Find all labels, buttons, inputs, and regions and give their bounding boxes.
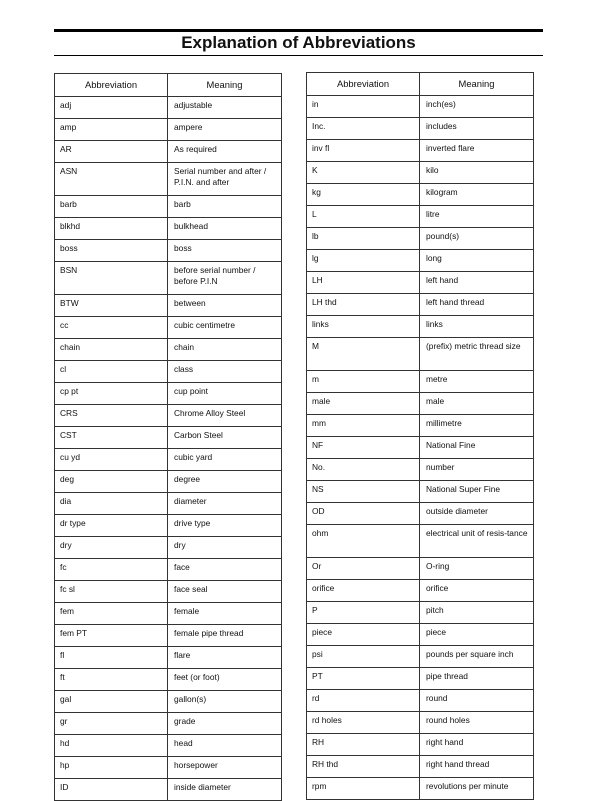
meaning-cell: feet (or foot) bbox=[168, 669, 282, 691]
table-row bbox=[55, 427, 282, 449]
meaning-cell: round holes bbox=[420, 712, 534, 734]
abbreviation-cell: P bbox=[307, 602, 420, 624]
meaning-cell: head bbox=[168, 735, 282, 757]
meaning-cell: inside diameter bbox=[168, 779, 282, 801]
abbreviation-cell: AR bbox=[55, 141, 168, 163]
abbreviation-cell: deg bbox=[55, 471, 168, 493]
meaning-cell: millimetre bbox=[420, 415, 534, 437]
abbreviation-cell: dry bbox=[55, 537, 168, 559]
column-header-abbreviation: Abbreviation bbox=[307, 73, 420, 96]
table-row bbox=[55, 515, 282, 537]
meaning-cell: grade bbox=[168, 713, 282, 735]
table-row bbox=[55, 218, 282, 240]
column-header-abbreviation: Abbreviation bbox=[55, 74, 168, 97]
meaning-cell: drive type bbox=[168, 515, 282, 537]
table-row bbox=[55, 141, 282, 163]
meaning-cell: ampere bbox=[168, 119, 282, 141]
meaning-cell: class bbox=[168, 361, 282, 383]
table-row bbox=[307, 228, 534, 250]
meaning-cell: between bbox=[168, 295, 282, 317]
table-row bbox=[307, 558, 534, 580]
table-row bbox=[55, 405, 282, 427]
table-row bbox=[307, 503, 534, 525]
table-row bbox=[307, 393, 534, 415]
table-row bbox=[307, 415, 534, 437]
meaning-cell: right hand thread bbox=[420, 756, 534, 778]
abbreviation-cell: OD bbox=[307, 503, 420, 525]
table-row bbox=[55, 295, 282, 317]
table-row bbox=[55, 735, 282, 757]
table-row bbox=[307, 371, 534, 393]
table-row bbox=[55, 757, 282, 779]
meaning-cell: electrical unit of resis-tance bbox=[420, 525, 534, 558]
meaning-cell: orifice bbox=[420, 580, 534, 602]
abbreviation-cell: CRS bbox=[55, 405, 168, 427]
abbreviation-cell: chain bbox=[55, 339, 168, 361]
table-row bbox=[307, 525, 534, 558]
abbreviation-cell: rd bbox=[307, 690, 420, 712]
abbreviations-table-left bbox=[54, 73, 282, 801]
abbreviation-cell: links bbox=[307, 316, 420, 338]
meaning-cell: bulkhead bbox=[168, 218, 282, 240]
meaning-cell: cubic centimetre bbox=[168, 317, 282, 339]
meaning-cell: inch(es) bbox=[420, 96, 534, 118]
abbreviation-cell: male bbox=[307, 393, 420, 415]
meaning-cell: male bbox=[420, 393, 534, 415]
abbreviation-cell: in bbox=[307, 96, 420, 118]
meaning-cell: pounds per square inch bbox=[420, 646, 534, 668]
meaning-cell: number bbox=[420, 459, 534, 481]
abbreviation-cell: cu yd bbox=[55, 449, 168, 471]
abbreviation-cell: PT bbox=[307, 668, 420, 690]
table-row bbox=[55, 691, 282, 713]
abbreviation-cell: CST bbox=[55, 427, 168, 449]
table-row bbox=[307, 668, 534, 690]
column-header-meaning: Meaning bbox=[168, 74, 282, 97]
meaning-cell: kilo bbox=[420, 162, 534, 184]
table-row bbox=[307, 602, 534, 624]
column-header-meaning: Meaning bbox=[420, 73, 534, 96]
abbreviation-cell: BTW bbox=[55, 295, 168, 317]
table-row bbox=[55, 669, 282, 691]
abbreviation-cell: cp pt bbox=[55, 383, 168, 405]
table-row bbox=[55, 163, 282, 196]
meaning-cell: long bbox=[420, 250, 534, 272]
table-row bbox=[307, 140, 534, 162]
abbreviation-cell: hp bbox=[55, 757, 168, 779]
table-row bbox=[307, 272, 534, 294]
meaning-cell: litre bbox=[420, 206, 534, 228]
abbreviation-cell: Or bbox=[307, 558, 420, 580]
meaning-cell: piece bbox=[420, 624, 534, 646]
abbreviation-cell: gal bbox=[55, 691, 168, 713]
abbreviation-cell: kg bbox=[307, 184, 420, 206]
abbreviation-cell: inv fl bbox=[307, 140, 420, 162]
abbreviation-cell: cl bbox=[55, 361, 168, 383]
table-row bbox=[55, 493, 282, 515]
abbreviation-cell: hd bbox=[55, 735, 168, 757]
table-row bbox=[55, 339, 282, 361]
meaning-cell: round bbox=[420, 690, 534, 712]
meaning-cell: outside diameter bbox=[420, 503, 534, 525]
table-row bbox=[55, 240, 282, 262]
abbreviation-cell: ft bbox=[55, 669, 168, 691]
table-row bbox=[55, 262, 282, 295]
table-row bbox=[55, 361, 282, 383]
meaning-cell: face seal bbox=[168, 581, 282, 603]
meaning-cell: before serial number / before P.I.N bbox=[168, 262, 282, 295]
table-row bbox=[307, 459, 534, 481]
meaning-cell: National Fine bbox=[420, 437, 534, 459]
abbreviation-cell: m bbox=[307, 371, 420, 393]
meaning-cell: pitch bbox=[420, 602, 534, 624]
table-row bbox=[55, 196, 282, 218]
abbreviation-cell: psi bbox=[307, 646, 420, 668]
table-row bbox=[307, 184, 534, 206]
table-row bbox=[55, 581, 282, 603]
meaning-cell: O-ring bbox=[420, 558, 534, 580]
meaning-cell: As required bbox=[168, 141, 282, 163]
meaning-cell: links bbox=[420, 316, 534, 338]
table-row bbox=[307, 646, 534, 668]
table-row bbox=[55, 713, 282, 735]
abbreviation-cell: ID bbox=[55, 779, 168, 801]
table-row bbox=[307, 734, 534, 756]
abbreviation-cell: fem PT bbox=[55, 625, 168, 647]
table-row bbox=[307, 162, 534, 184]
table-row bbox=[307, 580, 534, 602]
abbreviation-cell: lb bbox=[307, 228, 420, 250]
meaning-cell: female bbox=[168, 603, 282, 625]
abbreviation-cell: rpm bbox=[307, 778, 420, 800]
table-row bbox=[55, 537, 282, 559]
table-row bbox=[307, 778, 534, 800]
meaning-cell: inverted flare bbox=[420, 140, 534, 162]
abbreviation-cell: orifice bbox=[307, 580, 420, 602]
meaning-cell: horsepower bbox=[168, 757, 282, 779]
table-row bbox=[307, 481, 534, 503]
table-row bbox=[55, 317, 282, 339]
abbreviation-cell: amp bbox=[55, 119, 168, 141]
table-row bbox=[55, 779, 282, 801]
abbreviation-cell: K bbox=[307, 162, 420, 184]
table-row bbox=[55, 119, 282, 141]
meaning-cell: pound(s) bbox=[420, 228, 534, 250]
abbreviation-cell: dr type bbox=[55, 515, 168, 537]
abbreviation-cell: adj bbox=[55, 97, 168, 119]
table-row bbox=[307, 294, 534, 316]
table-row bbox=[307, 316, 534, 338]
abbreviation-cell: lg bbox=[307, 250, 420, 272]
meaning-cell: chain bbox=[168, 339, 282, 361]
table-row bbox=[307, 690, 534, 712]
meaning-cell: pipe thread bbox=[420, 668, 534, 690]
table-header-row bbox=[307, 73, 534, 96]
abbreviation-cell: LH bbox=[307, 272, 420, 294]
abbreviation-cell: blkhd bbox=[55, 218, 168, 240]
abbreviation-cell: Inc. bbox=[307, 118, 420, 140]
abbreviation-cell: fc bbox=[55, 559, 168, 581]
meaning-cell: National Super Fine bbox=[420, 481, 534, 503]
abbreviation-cell: RH thd bbox=[307, 756, 420, 778]
abbreviation-cell: fl bbox=[55, 647, 168, 669]
abbreviation-cell: boss bbox=[55, 240, 168, 262]
page-title: Explanation of Abbreviations bbox=[181, 33, 416, 52]
meaning-cell: left hand bbox=[420, 272, 534, 294]
table-row bbox=[307, 756, 534, 778]
meaning-cell: dry bbox=[168, 537, 282, 559]
meaning-cell: revolutions per minute bbox=[420, 778, 534, 800]
table-row bbox=[307, 96, 534, 118]
meaning-cell: (prefix) metric thread size bbox=[420, 338, 534, 371]
abbreviation-cell: M bbox=[307, 338, 420, 371]
meaning-cell: cup point bbox=[168, 383, 282, 405]
meaning-cell: gallon(s) bbox=[168, 691, 282, 713]
meaning-cell: left hand thread bbox=[420, 294, 534, 316]
abbreviation-cell: rd holes bbox=[307, 712, 420, 734]
table-row bbox=[307, 437, 534, 459]
meaning-cell: boss bbox=[168, 240, 282, 262]
meaning-cell: Serial number and after / P.I.N. and after bbox=[168, 163, 282, 196]
table-row bbox=[307, 250, 534, 272]
meaning-cell: includes bbox=[420, 118, 534, 140]
table-header-row bbox=[55, 74, 282, 97]
table-row bbox=[55, 97, 282, 119]
abbreviation-cell: NF bbox=[307, 437, 420, 459]
meaning-cell: cubic yard bbox=[168, 449, 282, 471]
meaning-cell: diameter bbox=[168, 493, 282, 515]
meaning-cell: flare bbox=[168, 647, 282, 669]
abbreviation-cell: No. bbox=[307, 459, 420, 481]
table-row bbox=[307, 206, 534, 228]
abbreviation-cell: BSN bbox=[55, 262, 168, 295]
abbreviation-cell: ohm bbox=[307, 525, 420, 558]
table-row bbox=[55, 603, 282, 625]
abbreviation-cell: NS bbox=[307, 481, 420, 503]
abbreviation-cell: mm bbox=[307, 415, 420, 437]
title-underline bbox=[54, 55, 543, 56]
meaning-cell: Carbon Steel bbox=[168, 427, 282, 449]
meaning-cell: female pipe thread bbox=[168, 625, 282, 647]
abbreviation-cell: L bbox=[307, 206, 420, 228]
table-row bbox=[307, 338, 534, 371]
abbreviation-cell: fem bbox=[55, 603, 168, 625]
table-row bbox=[55, 559, 282, 581]
table-row bbox=[55, 471, 282, 493]
meaning-cell: Chrome Alloy Steel bbox=[168, 405, 282, 427]
abbreviation-cell: fc sl bbox=[55, 581, 168, 603]
abbreviation-cell: barb bbox=[55, 196, 168, 218]
abbreviation-cell: piece bbox=[307, 624, 420, 646]
table-row bbox=[55, 449, 282, 471]
abbreviation-cell: RH bbox=[307, 734, 420, 756]
table-row bbox=[307, 712, 534, 734]
table-row bbox=[307, 624, 534, 646]
abbreviation-cell: LH thd bbox=[307, 294, 420, 316]
abbreviation-cell: ASN bbox=[55, 163, 168, 196]
meaning-cell: metre bbox=[420, 371, 534, 393]
abbreviation-cell: dia bbox=[55, 493, 168, 515]
meaning-cell: face bbox=[168, 559, 282, 581]
abbreviation-cell: gr bbox=[55, 713, 168, 735]
meaning-cell: right hand bbox=[420, 734, 534, 756]
meaning-cell: barb bbox=[168, 196, 282, 218]
meaning-cell: kilogram bbox=[420, 184, 534, 206]
top-rule bbox=[54, 29, 543, 32]
table-row bbox=[55, 383, 282, 405]
abbreviations-table-right bbox=[306, 72, 534, 800]
table-row bbox=[55, 647, 282, 669]
table-row bbox=[307, 118, 534, 140]
table-row bbox=[55, 625, 282, 647]
abbreviation-cell: cc bbox=[55, 317, 168, 339]
meaning-cell: adjustable bbox=[168, 97, 282, 119]
meaning-cell: degree bbox=[168, 471, 282, 493]
